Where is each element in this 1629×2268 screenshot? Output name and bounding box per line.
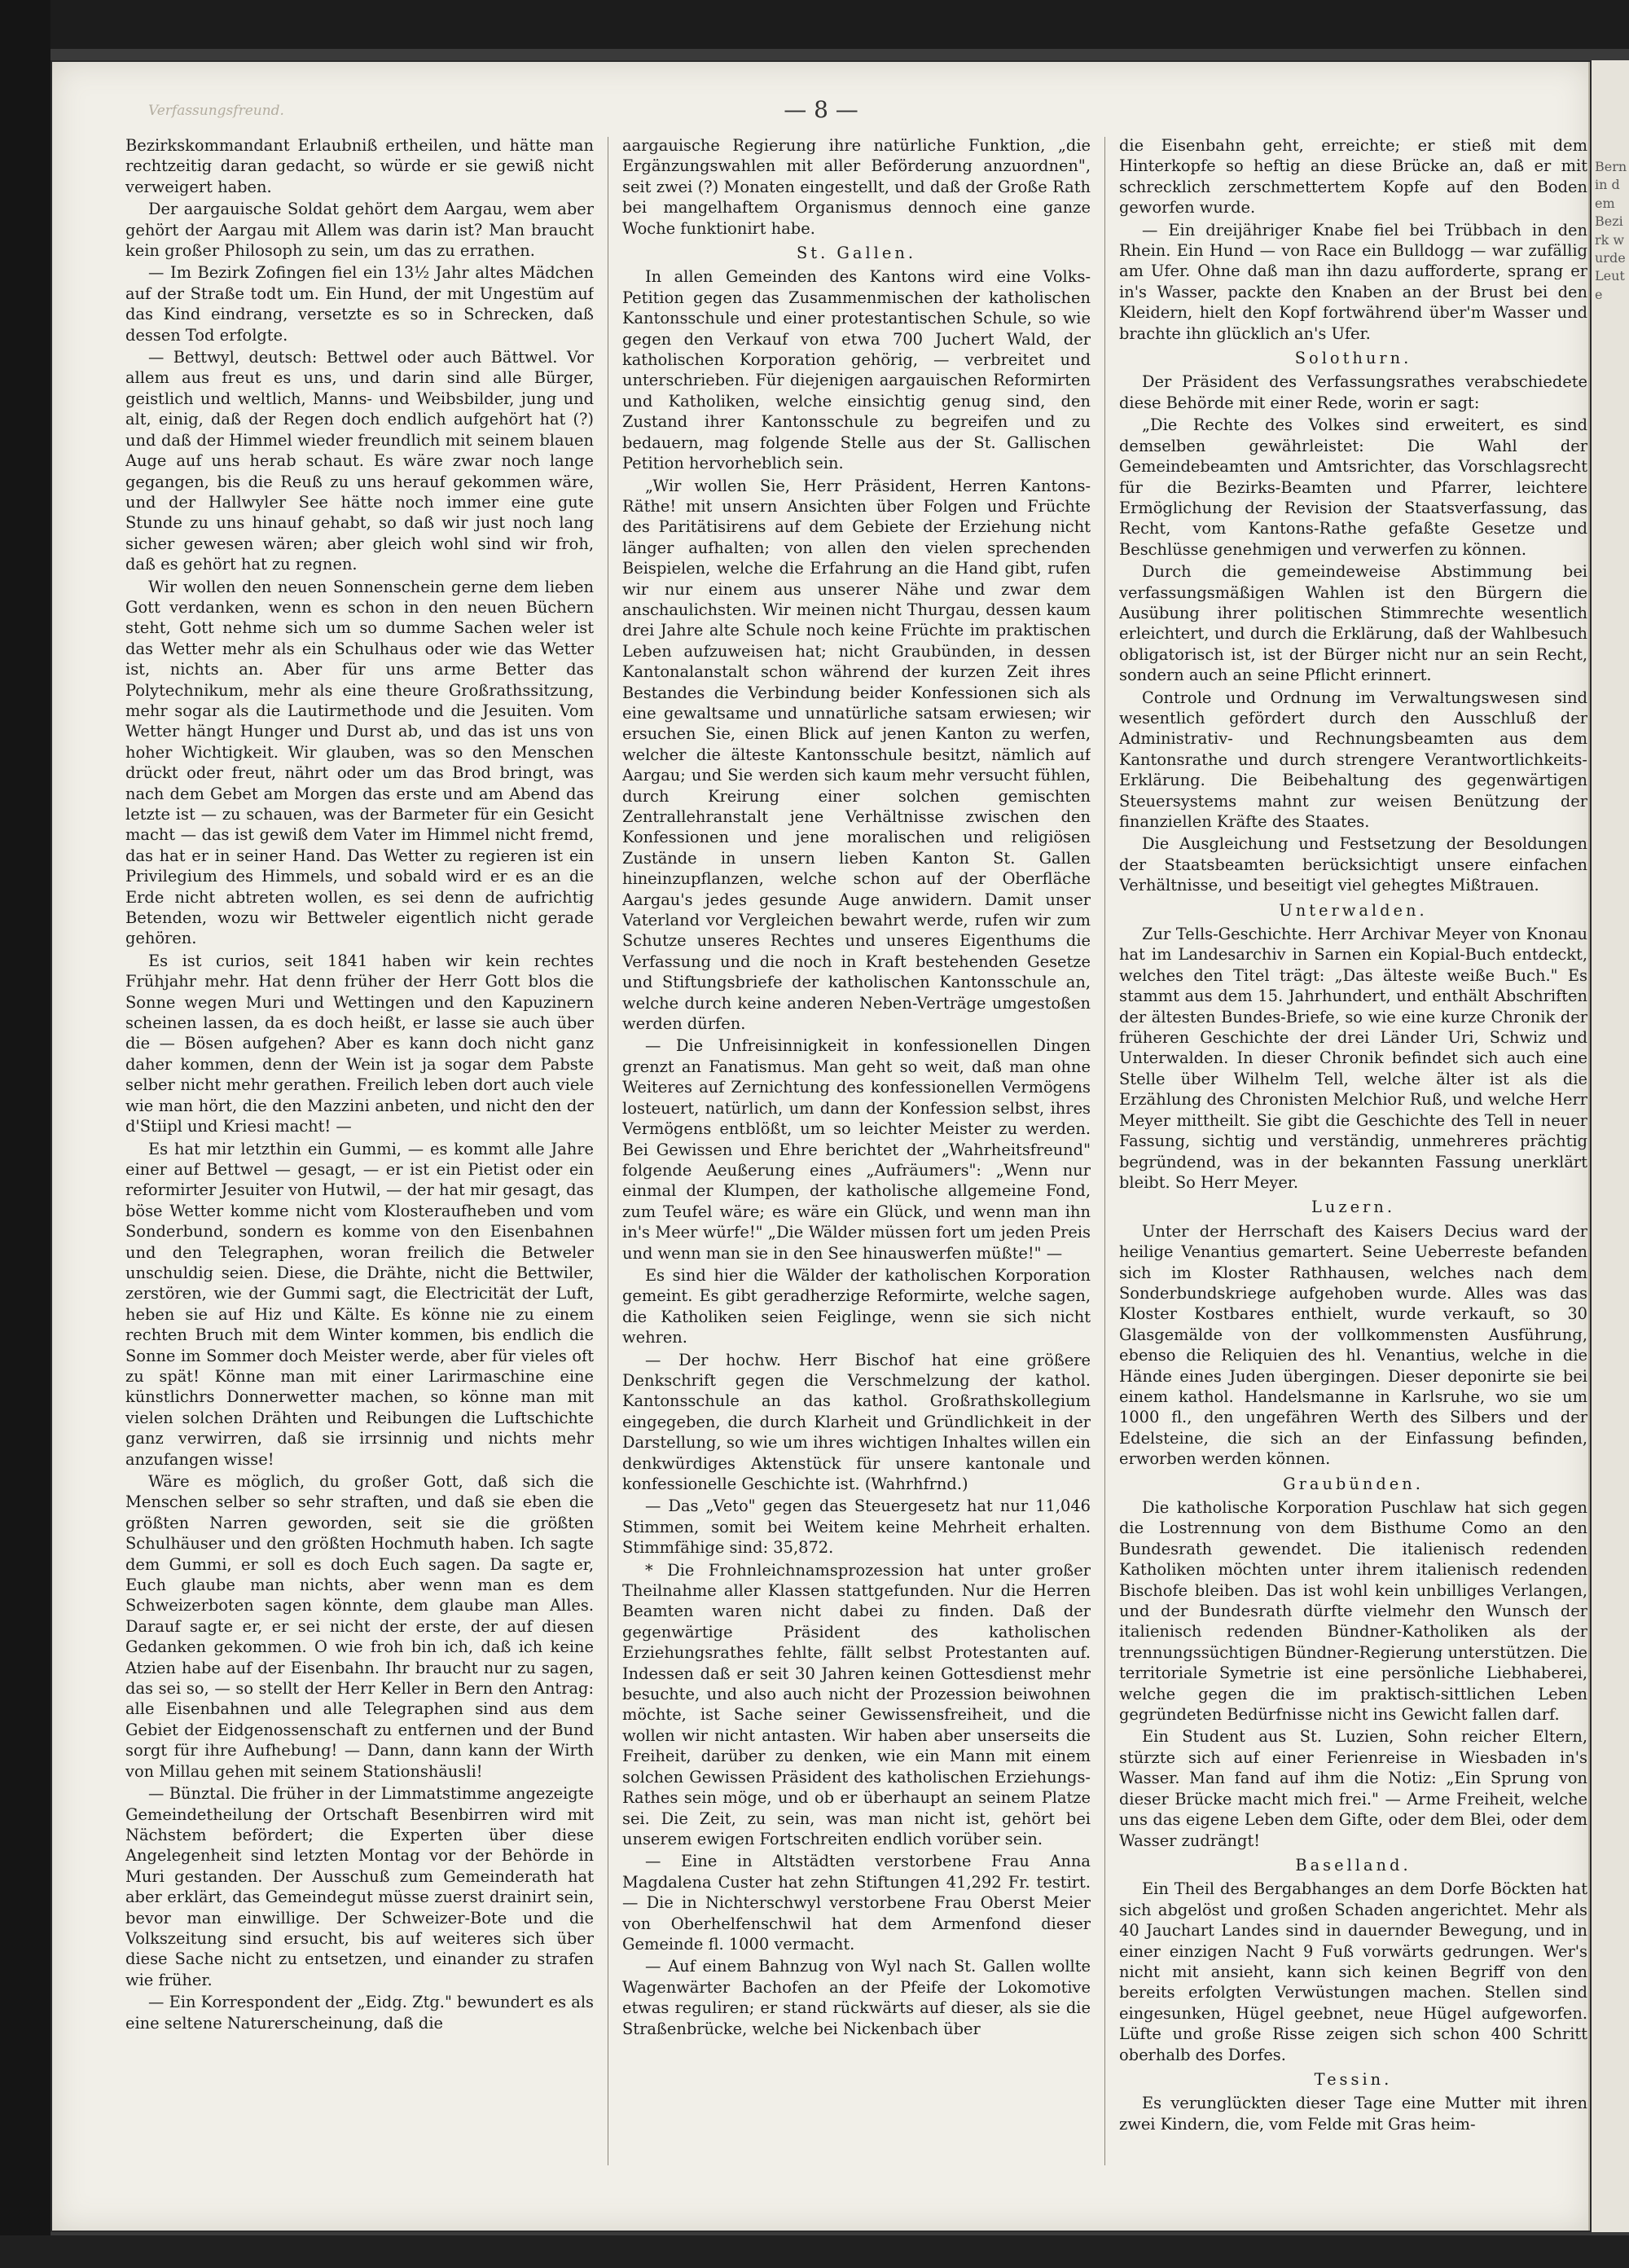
paragraph: Ein Student aus St. Luzien, Sohn reicher Eltern, stürzte sich auf einer Ferienreise in Wiesbaden in's Wasser. Man fand auf ihm die Notiz: „Ein Sprung von dieser Brücke macht mich frei." — Arme Freiheit, welche uns das eigene Leben dem Gifte, oder dem Blei, oder dem Wasser zudrängt! (1119, 1727, 1587, 1850)
paragraph: Zur Tells-Geschichte. Herr Archivar Meyer von Knonau hat im Landesarchiv in Sarnen ein Kopial-Buch entdeckt, welches den Titel trägt: „Das älteste weiße Buch." Es stammt aus dem 15. Jahrhundert, und enthält Abschriften der ältesten Bundes-Briefe, so wie eine kurze Chronik der früheren Geschichte der drei Länder Uri, Schwiz und Unterwalden. In dieser Chronik befindet sich auch eine Stelle über Wilhelm Tell, welche älter ist als die Erzählung des Chronisten Melchior Ruß, und welche Herr Meyer mittheilt. Sie gibt die Geschichte des Tell in neuer Fassung, sichtig und verständig, unmehreres prächtig begründend, was in der bekannten Fassung unerklärt bleibt. So Herr Meyer. (1119, 925, 1587, 1192)
paragraph: Es verunglückten dieser Tage eine Mutter mit ihren zwei Kindern, die, vom Felde mit Gras heim- (1119, 2094, 1587, 2134)
paragraph: Der aargauische Soldat gehört dem Aargau, wem aber gehört der Aargau mit Allem was darin ist? Man braucht kein großer Philosoph zu sein, um das zu errathen. (125, 200, 594, 261)
paragraph: — Bünztal. Die früher in der Limmatstimme angezeigte Gemeindetheilung der Ortschaft Besenbirren wird mit Nächstem befördert; die Experten über diese Angelegenheit sind letzten Montag vor der Behörde in Muri gestanden. Der Ausschuß zum Gemeinderath hat aber erklärt, das Gemeindegut müsse zuerst drainirt sein, bevor man einwillige. Der Schweizer-Bote und die Volkszeitung sind ersucht, bis auf weiteres sich über diese Sache nicht zu entsetzen, und einander zu strafen wie früher. (125, 1784, 594, 1989)
newspaper-page (50, 60, 1592, 2232)
paragraph: — Eine in Altstädten verstorbene Frau Anna Magdalena Custer hat zehn Stiftungen 41,292 Fr. testirt. — Die in Nichterschwyl verstorbene Frau Oberst Meier von Oberhelfenschwil hat dem Armenfond dieser Gemeinde fl. 1000 vermacht. (622, 1852, 1091, 1954)
page-number: — 8 — (784, 96, 858, 123)
paragraph: — Das „Veto" gegen das Steuergesetz hat nur 11,046 Stimmen, somit bei Weitem keine Mehrheit erhalten. Stimmfähige sind: 35,872. (622, 1497, 1091, 1558)
paragraph: Controle und Ordnung im Verwaltungswesen sind wesentlich gefördert durch den Ausschluß der Administrativ- und Rechnungsbeamten aus dem Kantonsrathe und durch strengere Verantwortlichkeits-Erklärung. Die Beibehaltung des gegenwärtigen Steuersystems mahnt zur weisen Benützung der finanziellen Kräfte des Staates. (1119, 688, 1587, 831)
paragraph: aargauische Regierung ihre natürliche Funktion, „die Ergänzungswahlen mit aller Beförderung anzuordnen", seit zwei (?) Monaten eingestellt, und daß der Große Rath bei mangelhaftem Organismus dennoch eine ganze Woche funktionirt habe. (622, 136, 1091, 238)
paragraph: — Bettwyl, deutsch: Bettwel oder auch Bättwel. Vor allem aus freut es uns, und darin sind alle Bürger, geistlich und weltlich, Manns- und Weibsbilder, jung und alt, einig, daß der Regen doch endlich aufgehört hat (?) und daß der Himmel wieder freundlich mit seinem blauen Auge auf uns herab schaut. Es wäre zwar noch lange gegangen, bis die Reuß zu uns herauf gekommen wäre, und der Hallwyler See hätte noch immer eine gute Stunde zu uns hinauf gehabt, so daß wir just noch lang sicher gewesen wären; aber gleich wohl sind wir froh, daß es gehört hat zu regnen. (125, 348, 594, 574)
paragraph: — Ein dreijähriger Knabe fiel bei Trübbach in den Rhein. Ein Hund — von Race ein Bulldogg — war zufällig am Ufer. Ohne daß man ihn dazu aufforderte, sprang er in's Wasser, packte den Knaben an der Brust bei den Kleidern, hielt den Kopf fortwährend über'm Wasser und brachte ihn glücklich an's Ufer. (1119, 220, 1587, 343)
column-middle (622, 135, 1091, 2196)
scan-border-bottom (0, 2235, 1629, 2268)
column-right (1119, 135, 1587, 2196)
section-heading-st-gallen: St. Gallen. (797, 244, 916, 263)
paragraph: Die katholische Korporation Puschlaw hat sich gegen die Lostrennung von dem Bisthume Como an den Bundesrath gewendet. Die italienisch redenden Katholiken möchten unter ihrem italienisch redenden Bischofe bleiben. Das ist wohl kein unbilliges Verlangen, und der Bundesrath dürfte vielmehr den Wunsch der italienisch redenden Bündner-Katholiken als der trennungssüchtigen Bündner-Regierung unterstützen. Die territoriale Symetrie ist eine persönliche Liebhaberei, welche gegen die im praktisch-sittlichen Leben gegründeten Bedürfnisse nicht ins Gewicht fallen darf. (1119, 1498, 1587, 1725)
adjacent-page-edge (1588, 60, 1629, 2232)
paragraph: „Die Rechte des Volkes sind erweitert, es sind demselben gewährleistet: Die Wahl der Gemeindebeamten und Amtsrichter, das Vorschlagsrecht für die Bezirks-Beamten und Pfarrer, leichtere Ermöglichung der Revision der Staatsverfassung, das Recht, vom Kantons-Rathe gefaßte Gesetze und Beschlüsse genehmigen und verwerfen zu können. (1119, 415, 1587, 559)
paragraph: Der Präsident des Verfassungsrathes verabschiedete diese Behörde mit einer Rede, worin er sagt: (1119, 372, 1587, 412)
paragraph: Es hat mir letzthin ein Gummi, — es kommt alle Jahre einer auf Bettwel — gesagt, — er ist ein Pietist oder ein reformirter Jesuiter von Hutwil, — der hat mir gesagt, das böse Wetter komme nicht vom Klosteraufheben und vom Sonderbund, sondern es komme von den Eisenbahnen und den Telegraphen, woran freilich die Betweler unschuldig seien. Diese, die Drähte, nicht die Bettwiler, zerstören, wie der Gummi sagt, die Electricität der Luft, heben sie auf Hiz und Kälte. Es könne nie zu einem rechten Bruch mit dem Winter kommen, bis endlich die Sonne im Sommer doch Meister werde, aber für vieles oft zu spät! Könne man mit einer Larirmaschine eine künstlichrs Donnerwetter machen, so könne man mit vielen solchen Drähten und Reibungen die Luftschichte ganz verwirren, daß sie irrsinnig und nichts mehr anzufangen wisse! (125, 1139, 594, 1469)
paragraph: Es ist curios, seit 1841 haben wir kein rechtes Frühjahr mehr. Hat denn früher der Herr Gott blos die Sonne wegen Muri und Wettingen und den Kapuzinern scheinen lassen, da es doch heißt, er lasse sie auch über die — Bösen aufgehen? Aber es kann doch nicht ganz daher kommen, denn der Wein ist ja sogar dem Pabste selber nicht mehr gerathen. Freilich leben dort auch viele wie man hört, die den Mazzini anbeten, und nicht den der d'Stiipl und Kriesi macht! — (125, 951, 594, 1136)
paragraph: Bezirkskommandant Erlaubniß ertheilen, und hätte man rechtzeitig daran gedacht, so würde er sie gewiß nicht verweigert haben. (125, 136, 594, 196)
paragraph: — Der hochw. Herr Bischof hat eine größere Denkschrift gegen die Verschmelzung der kathol. Kantonsschule an das kathol. Großrathskollegium eingegeben, die durch Klarheit und Gründlichkeit in der Darstellung, so wie um ihres wichtigen Inhaltes willen ein denkwürdiges Aktenstück für unsere kantonale und konfessionelle Geschichte ist. (Wahrhfrnd.) (622, 1350, 1091, 1493)
paragraph: Wäre es möglich, du großer Gott, daß sich die Menschen selber so sehr straften, und daß sie eben die größten Narren geworden, seit sie die größten Schulhäuser und den größten Hochmuth haben. Ich sagte dem Gummi, er soll es doch Euch sagen. Da sagte er, Euch glaube man nichts, aber wenn man es dem Schweizerboten sagen könnte, dem glaube man Alles. Darauf sagte er, er sei nicht der erste, der auf diesen Gedanken gekommen. O wie froh bin ich, daß ich keine Atzien habe auf der Eisenbahn. Ihr braucht nur zu sagen, das sei so, — so stellt der Herr Keller in Bern den Antrag: alle Eisenbahnen und alle Telegraphen sind aus dem Gebiet der Eidgenossenschaft zu entfernen und der Bund sorgt für ihre Aufhebung! — Dann, dann kann der Wirth von Millau gehen mit seinem Stationshäusli! (125, 1472, 594, 1781)
section-heading-tessin: Tessin. (1314, 2069, 1393, 2089)
paragraph: — Im Bezirk Zofingen fiel ein 13½ Jahr altes Mädchen auf der Straße todt um. Ein Hund, der mit Ungestüm auf das Kind eindrang, versetzte es so in Schrecken, daß dessen Tod erfolgte. (125, 263, 594, 345)
section-heading-unterwalden: Unterwalden. (1279, 900, 1428, 920)
paragraph: Es sind hier die Wälder der katholischen Korporation gemeint. Es gibt geradherzige Reformirte, welche sagen, die Katholiken seien Feiglinge, wenn sie sich nicht wehren. (622, 1265, 1091, 1347)
paragraph: Durch die gemeindeweise Abstimmung bei verfassungsmäßigen Wahlen ist den Bürgern die Ausübung ihrer politischen Stimmrechte wesentlich erleichtert, und durch die Erklärung, daß der Wahlbesuch obligatorisch ist, ist der Bürger nicht nur an sein Recht, sondern auch an seine Pflicht erinnert. (1119, 562, 1587, 685)
section-heading-graubuenden: Graubünden. (1283, 1474, 1424, 1493)
paragraph: — Die Unfreisinnigkeit in konfessionellen Dingen grenzt an Fanatismus. Man geht so weit, daß man ohne Weiteres auf Zernichtung des konfessionellen Vermögens losteuert, natürlich, um dann der Konfession selbst, ihres Vermögens entblößt, um so leichter Meister zu werden. Bei Gewissen und Ehre berichtet der „Wahrheitsfreund" folgende Aeußerung eines „Aufräumers": „Wenn nur einmal der Klumpen, der katholische allgemeine Fond, zum Teufel wäre; es wäre ein Glück, und wenn man ihn in's Meer würfe!" „Die Wälder müssen fort um jeden Preis und wenn man sie in den See hinauswerfen müßte!" — (622, 1036, 1091, 1263)
column-divider (1104, 137, 1105, 2165)
paragraph: Ein Theil des Bergabhanges an dem Dorfe Böckten hat sich abgelöst und großen Schaden angerichtet. Mehr als 40 Jauchart Landes sind in dauernder Bewegung, und in einer einzigen Nacht 9 Fuß vorwärts gedrungen. Wer's nicht mit ansieht, kann sich keinen Begriff von den bereits erfolgten Verwüstungen machen. Stellen sind eingesunken, Hügel geebnet, neue Hügel aufgeworfen. Lüfte und große Risse zeigen sich schon 400 Schritt oberhalb des Dorfes. (1119, 1879, 1587, 2064)
paragraph: Die Ausgleichung und Festsetzung der Besoldungen der Staatsbeamten berücksichtigt unsere einfachen Verhältnisse, und beseitigt viel gehegtes Mißtrauen. (1119, 834, 1587, 895)
paragraph: Wir wollen den neuen Sonnenschein gerne dem lieben Gott verdanken, wenn es schon in den neuen Büchern steht, Gott nehme sich um so dumme Sachen weler ist das Wetter mehr als ein Schulhaus oder wie das Wetter ist, nichts an. Aber für uns arme Better das Polytechnikum, mehr als eine theure Großrathssitzung, mehr sogar als die Lautirmethode und die Jesuiten. Vom Wetter hängt Hunger und Durst ab, und das ist uns von hoher Wichtigkeit. Wir glauben, was so den Menschen drückt oder freut, nährt oder um das Brod bringt, was nach dem Gebet am Morgen das erste und am Abend das letzte ist — zu schauen, was der Barmeter für ein Gesicht macht — das ist gewiß dem Vater im Himmel nicht fremd, das hat er in seiner Hand. Das Wetter zu regieren ist ein Privilegium des Himmels, und sobald wird er es an die Erde nicht abtreten wollen, es sei denn de aufrichtig Betenden, wozu wir Bettweler eigentlich nicht gerade gehören. (125, 577, 594, 948)
adjacent-page-text: Bern in dem Bezirk wurde Leute (1595, 159, 1627, 302)
section-heading-luzern: Luzern. (1311, 1198, 1395, 1217)
paragraph: * Die Frohnleichnamsprozession hat unter großer Theilnahme aller Klassen stattgefunden. Nur die Herren Beamten waren nicht dabei zu finden. Daß der gegenwärtige Präsident des katholischen Erziehungsrathes fehlte, fällt selbst Protestanten auf. Indessen daß er seit 30 Jahren keinen Gottesdienst mehr besuchte, und also auch nicht der Prozession beiwohnen möchte, ist Sache seiner Gewissensfreiheit, und die wollen wir nicht antasten. Wir haben aber unserseits die Freiheit, darüber zu denken, wie ein Mann mit einem solchen Gewissen Präsident des katholischen Erziehungs-Rathes sein möge, und ob er überhaupt an seinem Platze sei. Die Zeit, zu sein, was man nicht ist, gehört bei unserem ewigen Fortschreiten endlich vorüber sein. (622, 1560, 1091, 1848)
paragraph: Unter der Herrschaft des Kaisers Decius ward der heilige Venantius gemartert. Seine Ueberreste befanden sich im Kloster Rathhausen, welches nach dem Sonderbundskriege aufgehoben wurde. Alles was das Kloster Kostbares enthielt, wurde verkauft, so 30 Glasgemälde von der vollkommensten Ausführung, ebenso die Reliquien des hl. Venantius, welche in die Hände eines Juden übergingen. Dieser deponirte sie bei einem kathol. Handelsmanne in Karlsruhe, wo sie um 1000 fl., den ungefähren Werth des Silbers und der Edelsteine, die sich an der Einfassung befinden, erworben werden können. (1119, 1221, 1587, 1469)
paragraph: In allen Gemeinden des Kantons wird eine Volks-Petition gegen das Zusammenmischen der katholischen Kantonsschule und einer protestantischen Schule, so wie gegen den Verkauf von etwa 700 Juchert Wald, der katholischen Korporation gehörig, — verbreitet und unterschrieben. Für diejenigen aargauischen Reformirten und Katholiken, welche einsichtig genug sind, den Zustand ihrer Kantonsschule zu begreifen und zu bedauern, mag folgende Stelle aus der St. Gallischen Petition hervorheblich sein. (622, 267, 1091, 473)
section-heading-baselland: Baselland. (1295, 1855, 1412, 1875)
paragraph: — Ein Korrespondent der „Eidg. Ztg." bewundert es als eine seltene Naturerscheinung, daß die (125, 1993, 594, 2033)
scan-border-top (0, 0, 1629, 49)
paragraph: „Wir wollen Sie, Herr Präsident, Herren Kantons-Räthe! mit unsern Ansichten über Folgen und Früchte des Paritätisirens auf dem Gebiete der Erziehung nicht länger aufhalten; von allen den vielen sprechenden Beispielen, welche die Erfahrung an die Hand gibt, rufen wir nur einem aus unserer Nähe und zwar dem anschaulichsten. Wir meinen nicht Thurgau, dessen kaum drei Jahre alte Schule noch keine Früchte im praktischen Leben aufzuweisen hat; nicht Graubünden, in dessen Kantonalanstalt schon während der kurzen Zeit ihres Bestandes die Verbindung beider Konfessionen sich als eine gewaltsame und unnatürliche satsam erwiesen; wir ersuchen Sie, einen Blick auf jenen Kanton zu werfen, welcher die älteste Kantonsschule besitzt, nämlich auf Aargau; und Sie werden sich kaum mehr versucht fühlen, durch Kreirung einer solchen gemischten Zentrallehranstalt jene Verhältnisse zwischen den Konfessionen und jene moralischen und religiösen Zustände in unsern lieben Kanton St. Gallen hineinzupflanzen, welche schon auf der Oberfläche Aargau's jedes gesunde Auge anwidern. Damit unser Vaterland vor Vergleichen bewahrt werde, rufen wir zum Schutze unseres Rechtes und unseres Eigenthums die Verfassung und die noch in Kraft bestehenden Gesetze und Stiftungsbriefe der katholischen Kantonsschule an, welche durch keine anderen Neben-Verträge umgestoßen werden dürfen. (622, 476, 1091, 1034)
paragraph: die Eisenbahn geht, erreichte; er stieß mit dem Hinterkopfe so heftig an diese Brücke an, daß er mit schrecklich zerschmettertem Kopfe auf den Boden geworfen wurde. (1119, 136, 1587, 218)
scan-border-left (0, 0, 50, 2268)
bleed-through-header: Verfassungsfreund. (148, 103, 284, 119)
column-left (125, 135, 594, 2196)
paragraph: — Auf einem Bahnzug von Wyl nach St. Gallen wollte Wagenwärter Bachofen an der Pfeife der Lokomotive etwas reguliren; er stand rückwärts auf dieser, als sie die Straßenbrücke, welche bei Nickenbach über (622, 1957, 1091, 2038)
section-heading-solothurn: Solothurn. (1294, 349, 1412, 368)
